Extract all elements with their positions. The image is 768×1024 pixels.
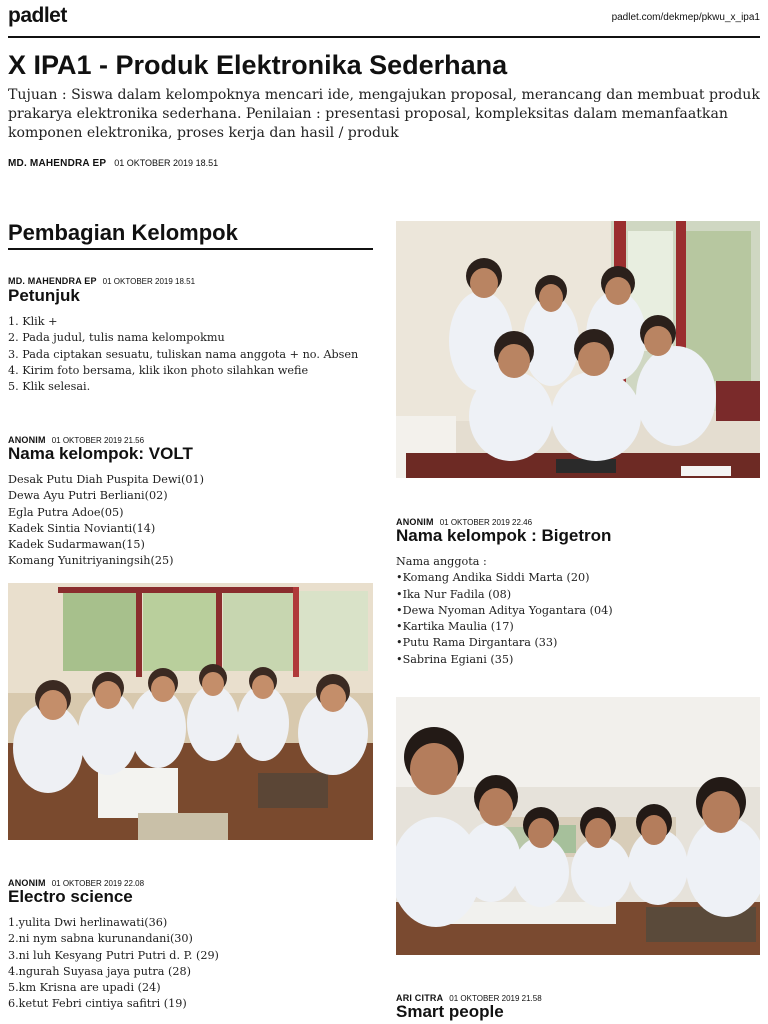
post-line: •Sabrina Egiani (35) bbox=[396, 652, 514, 666]
post-line: Kadek Sintia Novianti(14) bbox=[8, 521, 156, 535]
post-date: 01 OKTOBER 2019 21.56 bbox=[51, 436, 145, 445]
post-line: 3.ni luh Kesyang Putri Putri d. P. (29) bbox=[8, 948, 219, 962]
post-line: 5.km Krisna are upadi (24) bbox=[8, 981, 161, 995]
group-photo[interactable] bbox=[396, 221, 760, 478]
post-date: 01 OKTOBER 2019 22.46 bbox=[439, 518, 533, 527]
post-line: Desak Putu Diah Puspita Dewi(01) bbox=[8, 473, 204, 486]
post-line: 6.ketut Febri cintiya safitri (19) bbox=[8, 997, 187, 1011]
post-line: 2. Pada judul, tulis nama kelompokmu bbox=[8, 331, 225, 345]
board-date: 01 OKTOBER 2019 18.51 bbox=[114, 158, 219, 168]
board-meta bbox=[8, 153, 218, 171]
board-url[interactable]: padlet.com/dekmep/pkwu_x_ipa1 bbox=[611, 12, 760, 23]
post-line: •Putu Rama Dirgantara (33) bbox=[396, 636, 558, 650]
post-line: 3. Pada ciptakan sesuatu, tuliskan nama anggota + no. Absen bbox=[8, 347, 359, 361]
post-title[interactable]: Petunjuk bbox=[8, 286, 80, 305]
post-line: 1. Klik + bbox=[8, 315, 58, 328]
post-line: Komang Yunitriyaningsih(25) bbox=[8, 554, 174, 568]
post-line: 1.yulita Dwi herlinawati(36) bbox=[8, 916, 168, 929]
post-line: •Dewa Nyoman Aditya Yogantara (04) bbox=[396, 603, 613, 617]
post-date: 01 OKTOBER 2019 18.51 bbox=[102, 277, 196, 286]
board-title: X IPA1 - Produk Elektronika Sederhana bbox=[8, 50, 508, 80]
post-body bbox=[8, 472, 204, 570]
post-body bbox=[396, 554, 613, 668]
post-title[interactable]: Nama kelompok: VOLT bbox=[8, 444, 193, 463]
post-title[interactable]: Smart people bbox=[396, 1002, 504, 1021]
post-body bbox=[8, 915, 219, 1013]
post-title[interactable]: Nama kelompok : Bigetron bbox=[396, 526, 612, 545]
group-photo[interactable] bbox=[396, 697, 760, 955]
post-line: Egla Putra Adoe(05) bbox=[8, 505, 124, 519]
post-line: •Kartika Maulia (17) bbox=[396, 620, 514, 634]
post-line: •Ika Nur Fadila (08) bbox=[396, 587, 512, 601]
post-line: Kadek Sudarmawan(15) bbox=[8, 538, 145, 552]
post-body bbox=[8, 314, 358, 395]
board-description: Tujuan : Siswa dalam kelompoknya mencari ide, mengajukan proposal, merancang dan membuat produk prakarya elektronika sederhana. Penilaian : presentasi proposal, kompleksitas dalam memanfaatkan komponen elektronika, proses kerja dan hasil / produk bbox=[8, 87, 760, 141]
post-line: •Komang Andika Siddi Marta (20) bbox=[396, 571, 590, 585]
post-line: 2.ni nym sabna kurunandani(30) bbox=[8, 932, 193, 946]
padlet-logo[interactable]: padlet bbox=[8, 4, 67, 27]
post-line: Nama anggota : bbox=[396, 555, 487, 568]
post-author: ANONIM bbox=[396, 517, 434, 527]
post-line: 4.ngurah Suyasa jaya putra (28) bbox=[8, 964, 191, 978]
post-author: ANONIM bbox=[8, 878, 46, 888]
post-date: 01 OKTOBER 2019 21.58 bbox=[449, 994, 542, 1003]
section-title: Pembagian Kelompok bbox=[8, 220, 373, 250]
post-line: 5. Klik selesai. bbox=[8, 380, 91, 394]
group-photo[interactable] bbox=[8, 583, 373, 840]
post-line: Dewa Ayu Putri Berliani(02) bbox=[8, 489, 168, 503]
top-bar bbox=[8, 0, 760, 38]
post-author: ARI CITRA bbox=[396, 993, 444, 1003]
post-author: ANONIM bbox=[8, 435, 46, 445]
post-author: MD. MAHENDRA EP bbox=[8, 276, 97, 286]
post-title[interactable]: Electro science bbox=[8, 887, 133, 906]
board-author: MD. MAHENDRA EP bbox=[8, 158, 107, 169]
post-date: 01 OKTOBER 2019 22.08 bbox=[51, 879, 145, 888]
post-line: 4. Kirim foto bersama, klik ikon photo silahkan wefie bbox=[8, 363, 309, 377]
